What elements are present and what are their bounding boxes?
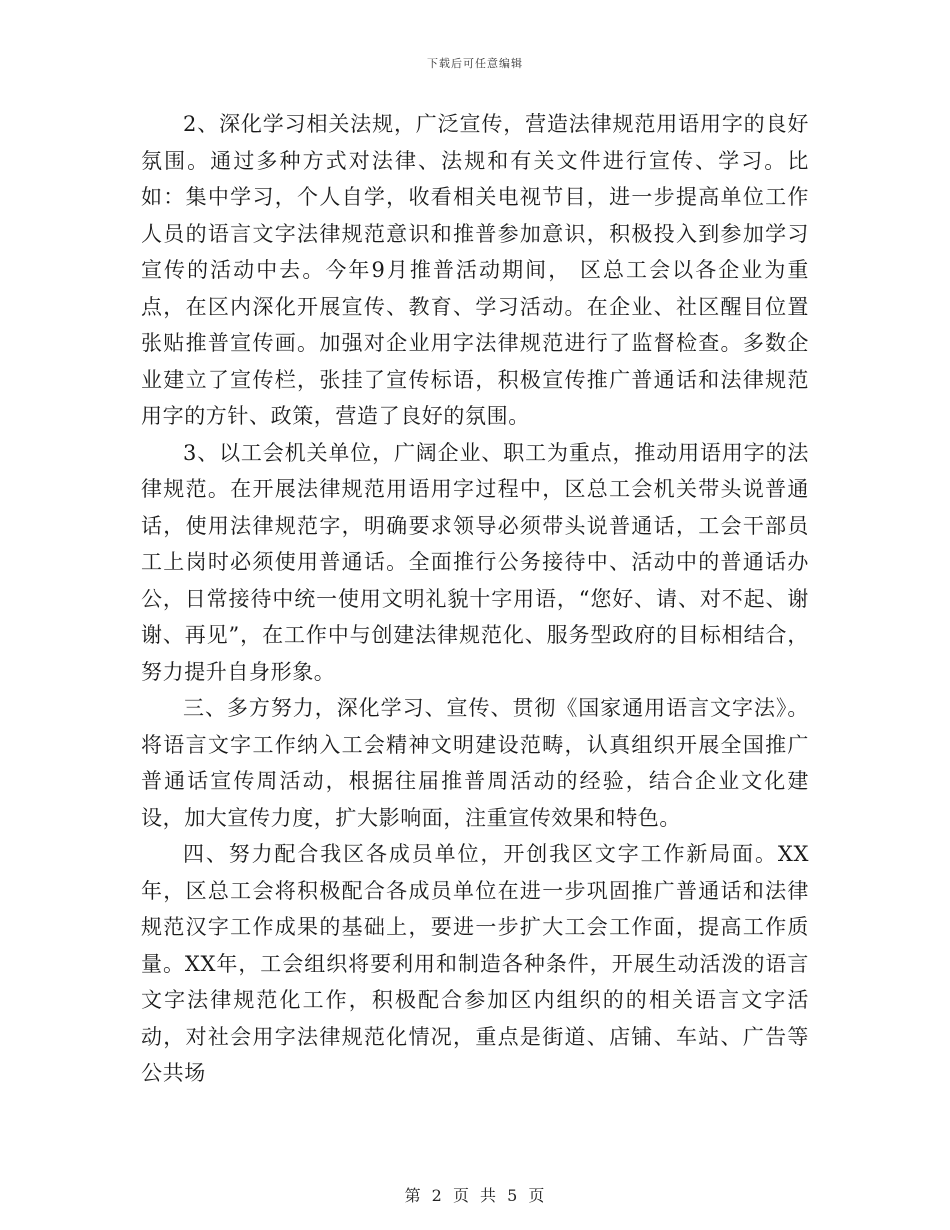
paragraph-section-4: 四、努力配合我区各成员单位，开创我区文字工作新局面。XX年，区总工会将积极配合各成员单位在进一步巩固推广普通话和法律规范汉字工作成果的基础上，要进一步扩大工会工作面，提高工作质量。XX年，工会组织将要利用和制造各种条件，开展生动活泼的语言文字法律规范化工作，积极配合参加区内组织的的相关语言文字活动，对社会用字法律规范化情况，重点是街道、店铺、车站、广告等公共场 [141,842,809,1085]
document-body [141,106,809,1092]
page-header: 下载后可任意编辑 [427,57,523,70]
paragraph-item-2: 2、深化学习相关法规，广泛宣传，营造法律规范用语用字的良好氛围。通过多种方式对法律、法规和有关文件进行宣传、学习。比如：集中学习，个人自学，收看相关电视节目，进一步提高单位工作人员的语言文字法律规范意识和推普参加意识，积极投入到参加学习宣传的活动中去。今年9月推普活动期间， 区总工会以各企业为重点，在区内深化开展宣传、教育、学习活动。在企业、社区醒目位置张贴推普宣传画。加强对企业用字法律规范进行了监督检查。多数企业建立了宣传栏，张挂了宣传标语，积极宣传推广普通话和法律规范用字的方针、政策，营造了良好的氛围。 [141,112,809,428]
paragraph-section-3: 三、多方努力，深化学习、宣传、贯彻《国家通用语言文字法》。将语言文字工作纳入工会精神文明建设范畴，认真组织开展全国推广普通话宣传周活动，根据往届推普周活动的经验，结合企业文化建设，加大宣传力度，扩大影响面，注重宣传效果和特色。 [141,696,809,830]
page-number: 第 2 页 共 5 页 [404,1186,546,1205]
paragraph-item-3: 3、以工会机关单位，广阔企业、职工为重点，推动用语用字的法律规范。在开展法律规范用语用字过程中，区总工会机关带头说普通话，使用法律规范字，明确要求领导必须带头说普通话，工会干部员工上岗时必须使用普通话。全面推行公务接待中、活动中的普通话办公，日常接待中统一使用文明礼貌十字用语，“您好、请、对不起、谢谢、再见”，在工作中与创建法律规范化、服务型政府的目标相结合，努力提升自身形象。 [141,440,809,684]
